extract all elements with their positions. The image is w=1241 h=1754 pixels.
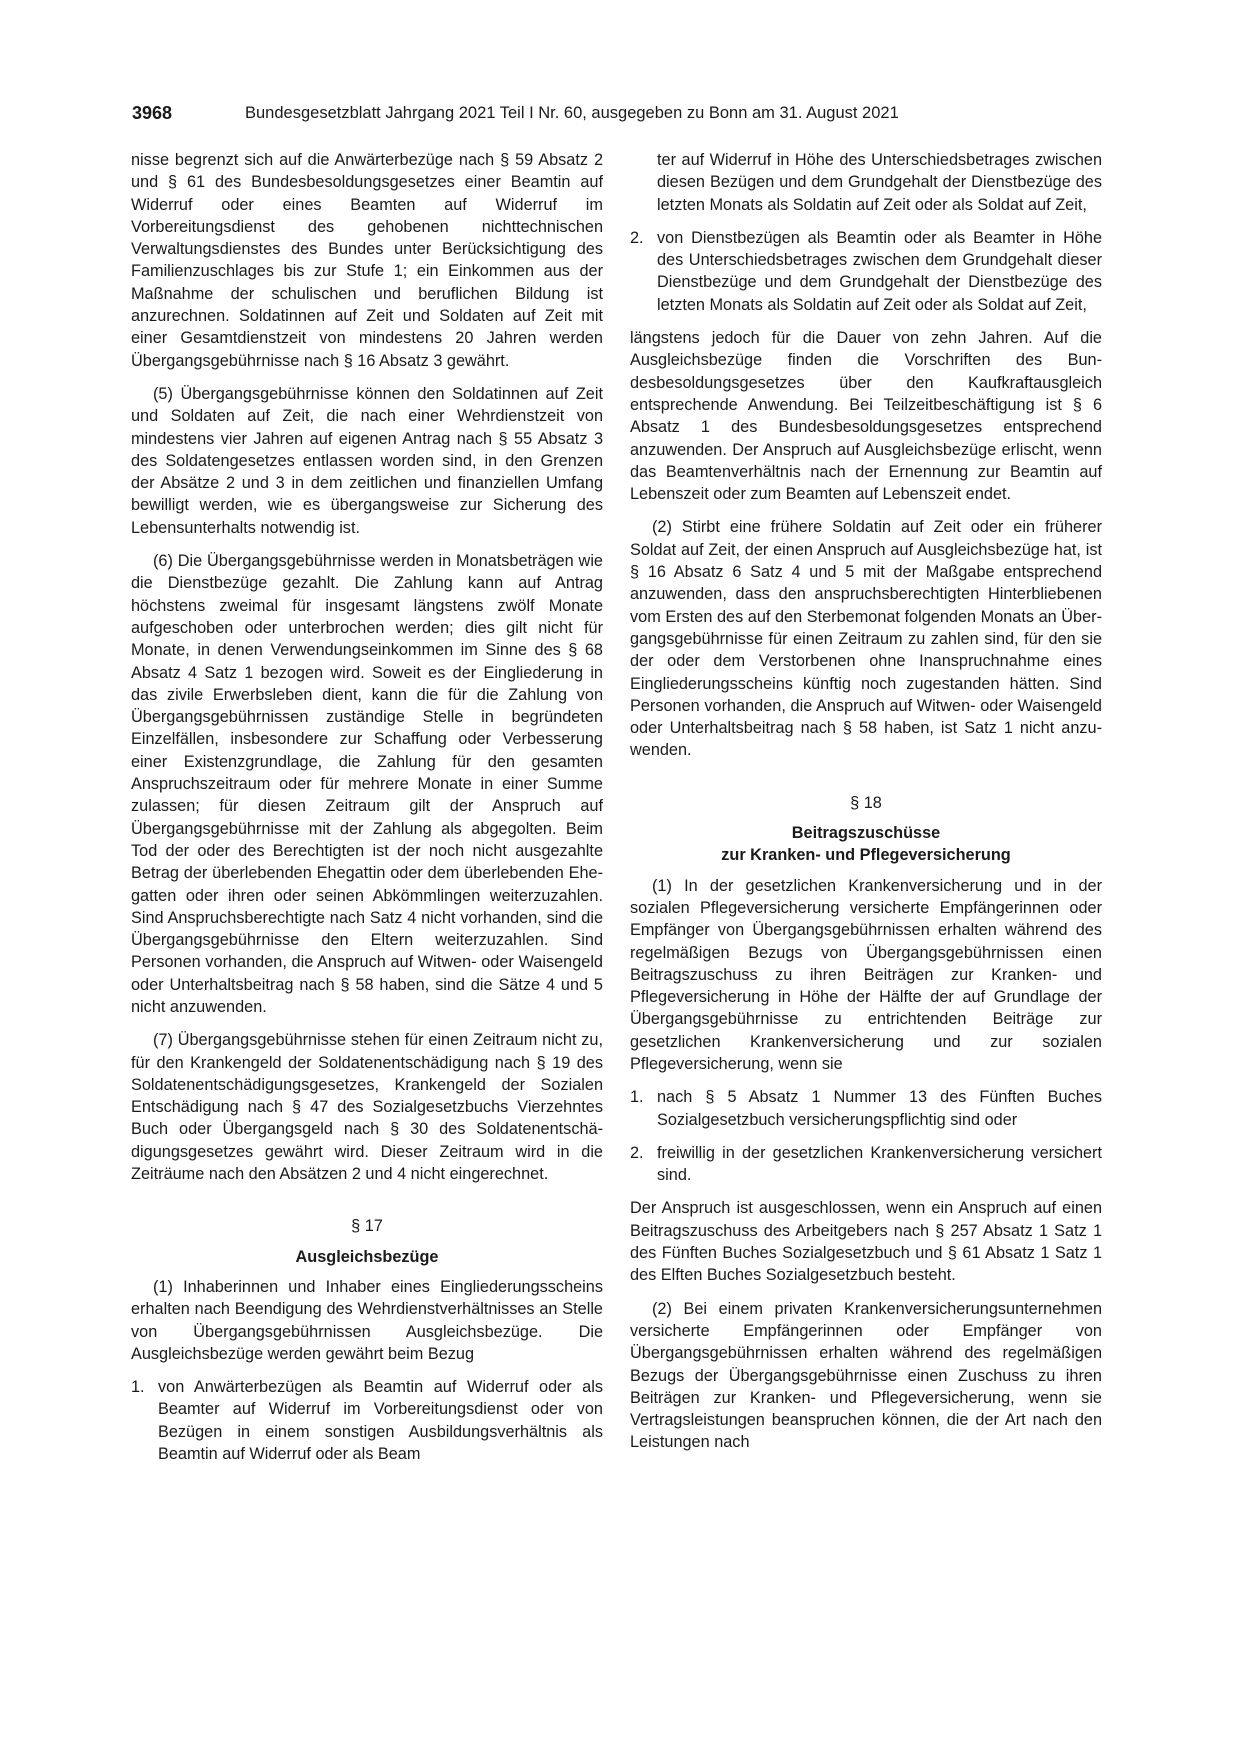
page-number: 3968 [132, 103, 173, 123]
list-item-continuation: ter auf Widerruf in Höhe des Unterschiedsbetrages zwischen diesen Bezügen und dem Grundgehalt der Dienstbezüge des letzten Monats als Soldatin auf Zeit oder als Soldat auf Zeit, [657, 151, 1102, 214]
section-18-title-line1: Beitragszuschüsse [791, 824, 941, 843]
section-18-title [630, 822, 1102, 867]
list-item [630, 1142, 1102, 1187]
paragraph-16-6: (6) Die Übergangsgebührnisse werden in Monatsbeträgen wie die Dienstbezüge gezahlt. Die Zahlung kann auf Antrag höchstens zweimal für insgesamt längstens zwölf Monate aufgeschoben oder unterbrochen werden; dies gilt nicht für Monate, in denen Verwendungseinkommen im Sinne des § 68 Absatz 4 Satz 1 bezogen wird. Soweit es der Eingliederung in das zivile Erwerbsleben dient, kann die für die Zahlung von Übergangsgebührnissen zuständige Stelle in begründeten Einzelfällen, insbesondere zur Schaffung oder Verbesserung einer Existenzgrundlage, die Zahlung für den gesamten Anspruchszeitraum oder für mehrere Monate in einer Summe zulassen; für diesen Zeitraum gilt der Anspruch auf Übergangsgebührnisse mit der Zahlung als abgegolten. Beim Tod der oder des Berechtigten ist der noch nicht ausgezahlte Betrag der überlebenden Ehegattin oder dem überlebenden Ehegatten oder ihren oder seinen Abkömmlingen weiterzuzahlen. Sind Anspruchsberechtigte nach Satz 4 nicht vorhanden, sind die Übergangsgebührnisse den Eltern weiterzuzahlen. Sind Personen vorhanden, die Anspruch auf Witwen- oder Waisengeld oder Unterhaltsbeitrag nach § 58 haben, sind die Sätze 4 und 5 nicht anzuwenden. [131, 552, 603, 1016]
paragraph-16-5: (5) Übergangsgebührnisse können den Soldatinnen auf Zeit und Soldaten auf Zeit, die nach einer Wehrdienstzeit von mindestens vier Jahren auf eigenen Antrag nach § 55 Absatz 3 des Soldatengesetzes entlassen worden sind, in den Grenzen der Absätze 2 und 3 in dem zeitlichen und finanziellen Umfang bewilligt werden, wie es übergangsweise zur Sicherung des Lebensunterhalts notwendig ist. [131, 384, 603, 537]
section-17-number: § 17 [351, 1217, 383, 1236]
section-18-number: § 18 [850, 793, 882, 812]
left-column [131, 149, 603, 1476]
list-item-number: 1. [131, 1378, 145, 1397]
list-item-text: nach § 5 Absatz 1 Nummer 13 des Fünften Buches Sozialgesetzbuch versicherungspflichtig sind oder [657, 1088, 1102, 1129]
paragraph-16-7: (7) Übergangsgebührnisse stehen für einen Zeitraum nicht zu, für den Krankengeld der Soldatenentschädigung nach § 19 des Soldatenentschädigungsgesetzes, Krankengeld der Sozialen Entschädigung nach § 47 des Sozialgesetzbuchs Vierzehntes Buch oder Übergangsgeld nach § 30 des Soldatenentschädigungsgesetzes gewährt wird. Dieser Zeitraum wird in die Zeiträume nach den Absätzen 2 und 4 nicht eingerechnet. [131, 1031, 603, 1184]
list-item [630, 227, 1102, 316]
list-item-text: freiwillig in der gesetzlichen Krankenversicherung versichert sind. [657, 1143, 1102, 1185]
paragraph-18-1: (1) In der gesetzlichen Krankenversicherung und in der sozialen Pflegeversicherung versicherte Empfängerinnen oder Empfänger von Übergangsgebührnissen erhalten während des regelmäßigen Bezugs von Übergangsgebührnissen einen Beitragszuschuss zu ihren Beiträgen zur Kranken- und Pflegeversicherung in Höhe der Hälfte der auf Grundlage der Übergangsgebührnisse zu entrichtenden Beiträge zur gesetzlichen Krankenversicherung und zur sozialen Pflegeversicherung, wenn sie [630, 876, 1102, 1073]
list-item-text: von Dienstbezügen als Beamtin oder als Beamter in Höhe des Unterschiedsbetrages zwischen dem Grundgehalt dieser Dienstbezüge und dem Grundgehalt der Dienstbezüge des letzten Monats als Soldatin auf Zeit oder als Soldat auf Zeit, [657, 228, 1102, 314]
right-column [630, 149, 1102, 1465]
list-item-number: 2. [630, 228, 644, 247]
paragraph-laengstens: längstens jedoch für die Dauer von zehn Jahren. Auf die Ausgleichsbezüge finden die Vorschriften des Bundesbesoldungsgesetzes über den Kaufkraftausgleich entsprechende Anwendung. Bei Teilzeitbeschäftigung ist § 6 Absatz 1 des Bundesbesoldungsgesetzes entsprechend anzuwenden. Der Anspruch auf Ausgleichsbezüge erlischt, wenn das Beamtenverhältnis nach der Ernennung zur Beamtin auf Lebenszeit oder zum Beamten auf Lebenszeit endet. [630, 329, 1102, 504]
running-title: Bundesgesetzblatt Jahrgang 2021 Teil I Nr. 60, ausgegeben zu Bonn am 31. August 2021 [245, 104, 899, 122]
page-header [132, 103, 1112, 127]
paragraph-continuation: nisse begrenzt sich auf die Anwärterbezüge nach § 59 Absatz 2 und § 61 des Bundesbesoldungsgesetzes einer Beamtin auf Widerruf oder eines Beamten auf Widerruf im Vorbereitungsdienst des gehobenen nichttechnischen Verwaltungsdienstes des Bundes unter Berücksichtigung des Familienzuschlages bis zur Stufe 1; ein Einkommen aus der Maßnahme der schulischen und beruflichen Bildung ist anzurechnen. Soldatinnen auf Zeit und Soldaten auf Zeit mit einer Gesamtdienstzeit von mindestens 20 Jahren werden Übergangsgebührnisse nach § 16 Absatz 3 gewährt. [131, 151, 603, 370]
paragraph-18-exclusion: Der Anspruch ist ausgeschlossen, wenn ein Anspruch auf einen Beitragszuschuss des Arbeitgebers nach § 257 Absatz 1 Satz 1 des Fünften Buches Sozialgesetzbuch und § 61 Absatz 1 Satz 1 des Elften Buches Sozialgesetzbuch besteht. [630, 1199, 1102, 1285]
paragraph-17-1: (1) Inhaberinnen und Inhaber eines Eingliederungsscheins erhalten nach Beendigung des Wehrdienstverhältnisses an Stelle von Übergangsgebührnissen Ausgleichsbezüge. Die Ausgleichsbezüge werden gewährt beim Bezug [131, 1277, 603, 1363]
list-item-number: 2. [630, 1143, 644, 1162]
list-item-text: von Anwärterbezügen als Beamtin auf Widerruf oder als Beamter auf Widerruf im Vorbereitungsdienst oder von Bezügen in einem sonstigen Ausbildungsverhältnis als Beamtin auf Widerruf oder als Beam [158, 1378, 603, 1464]
section-17-title: Ausgleichsbezüge [295, 1247, 439, 1266]
list-item-number: 1. [630, 1088, 644, 1107]
section-18-title-line2: zur Kranken- und Pflegeversicherung [721, 846, 1011, 865]
list-item [131, 1376, 603, 1465]
paragraph-18-2: (2) Bei einem privaten Krankenversicherungsunternehmen versicherte Empfängerinnen oder Empfänger von Übergangsgebührnissen erhalten während des regelmäßigen Bezugs der Übergangsgebührnisse einen Zuschuss zu ihren Beiträgen zur Kranken- und Pflegeversicherung, wenn sie Vertragsleistungen beanspruchen können, die der Art nach den Leistungen nach [630, 1299, 1102, 1452]
list-item [630, 1086, 1102, 1131]
paragraph-17-2: (2) Stirbt eine frühere Soldatin auf Zeit oder ein früherer Soldat auf Zeit, der einen Anspruch auf Ausgleichsbezüge hat, ist § 16 Absatz 6 Satz 4 und 5 mit der Maßgabe entsprechend anzuwenden, dass den anspruchsberechtigten Hinterbliebenen vom Ersten des auf den Sterbemonat folgenden Monats an Übergangsgebührnisse für einen Zeitraum zu zahlen sind, für den sie der oder dem Verstorbenen ohne Inanspruchnahme eines Eingliederungsscheins künftig noch zugestanden hätten. Sind Personen vorhanden, die Anspruch auf Witwen- oder Waisengeld oder Unterhaltsbeitrag nach § 58 haben, ist Satz 1 nicht anzuwenden. [630, 518, 1102, 760]
